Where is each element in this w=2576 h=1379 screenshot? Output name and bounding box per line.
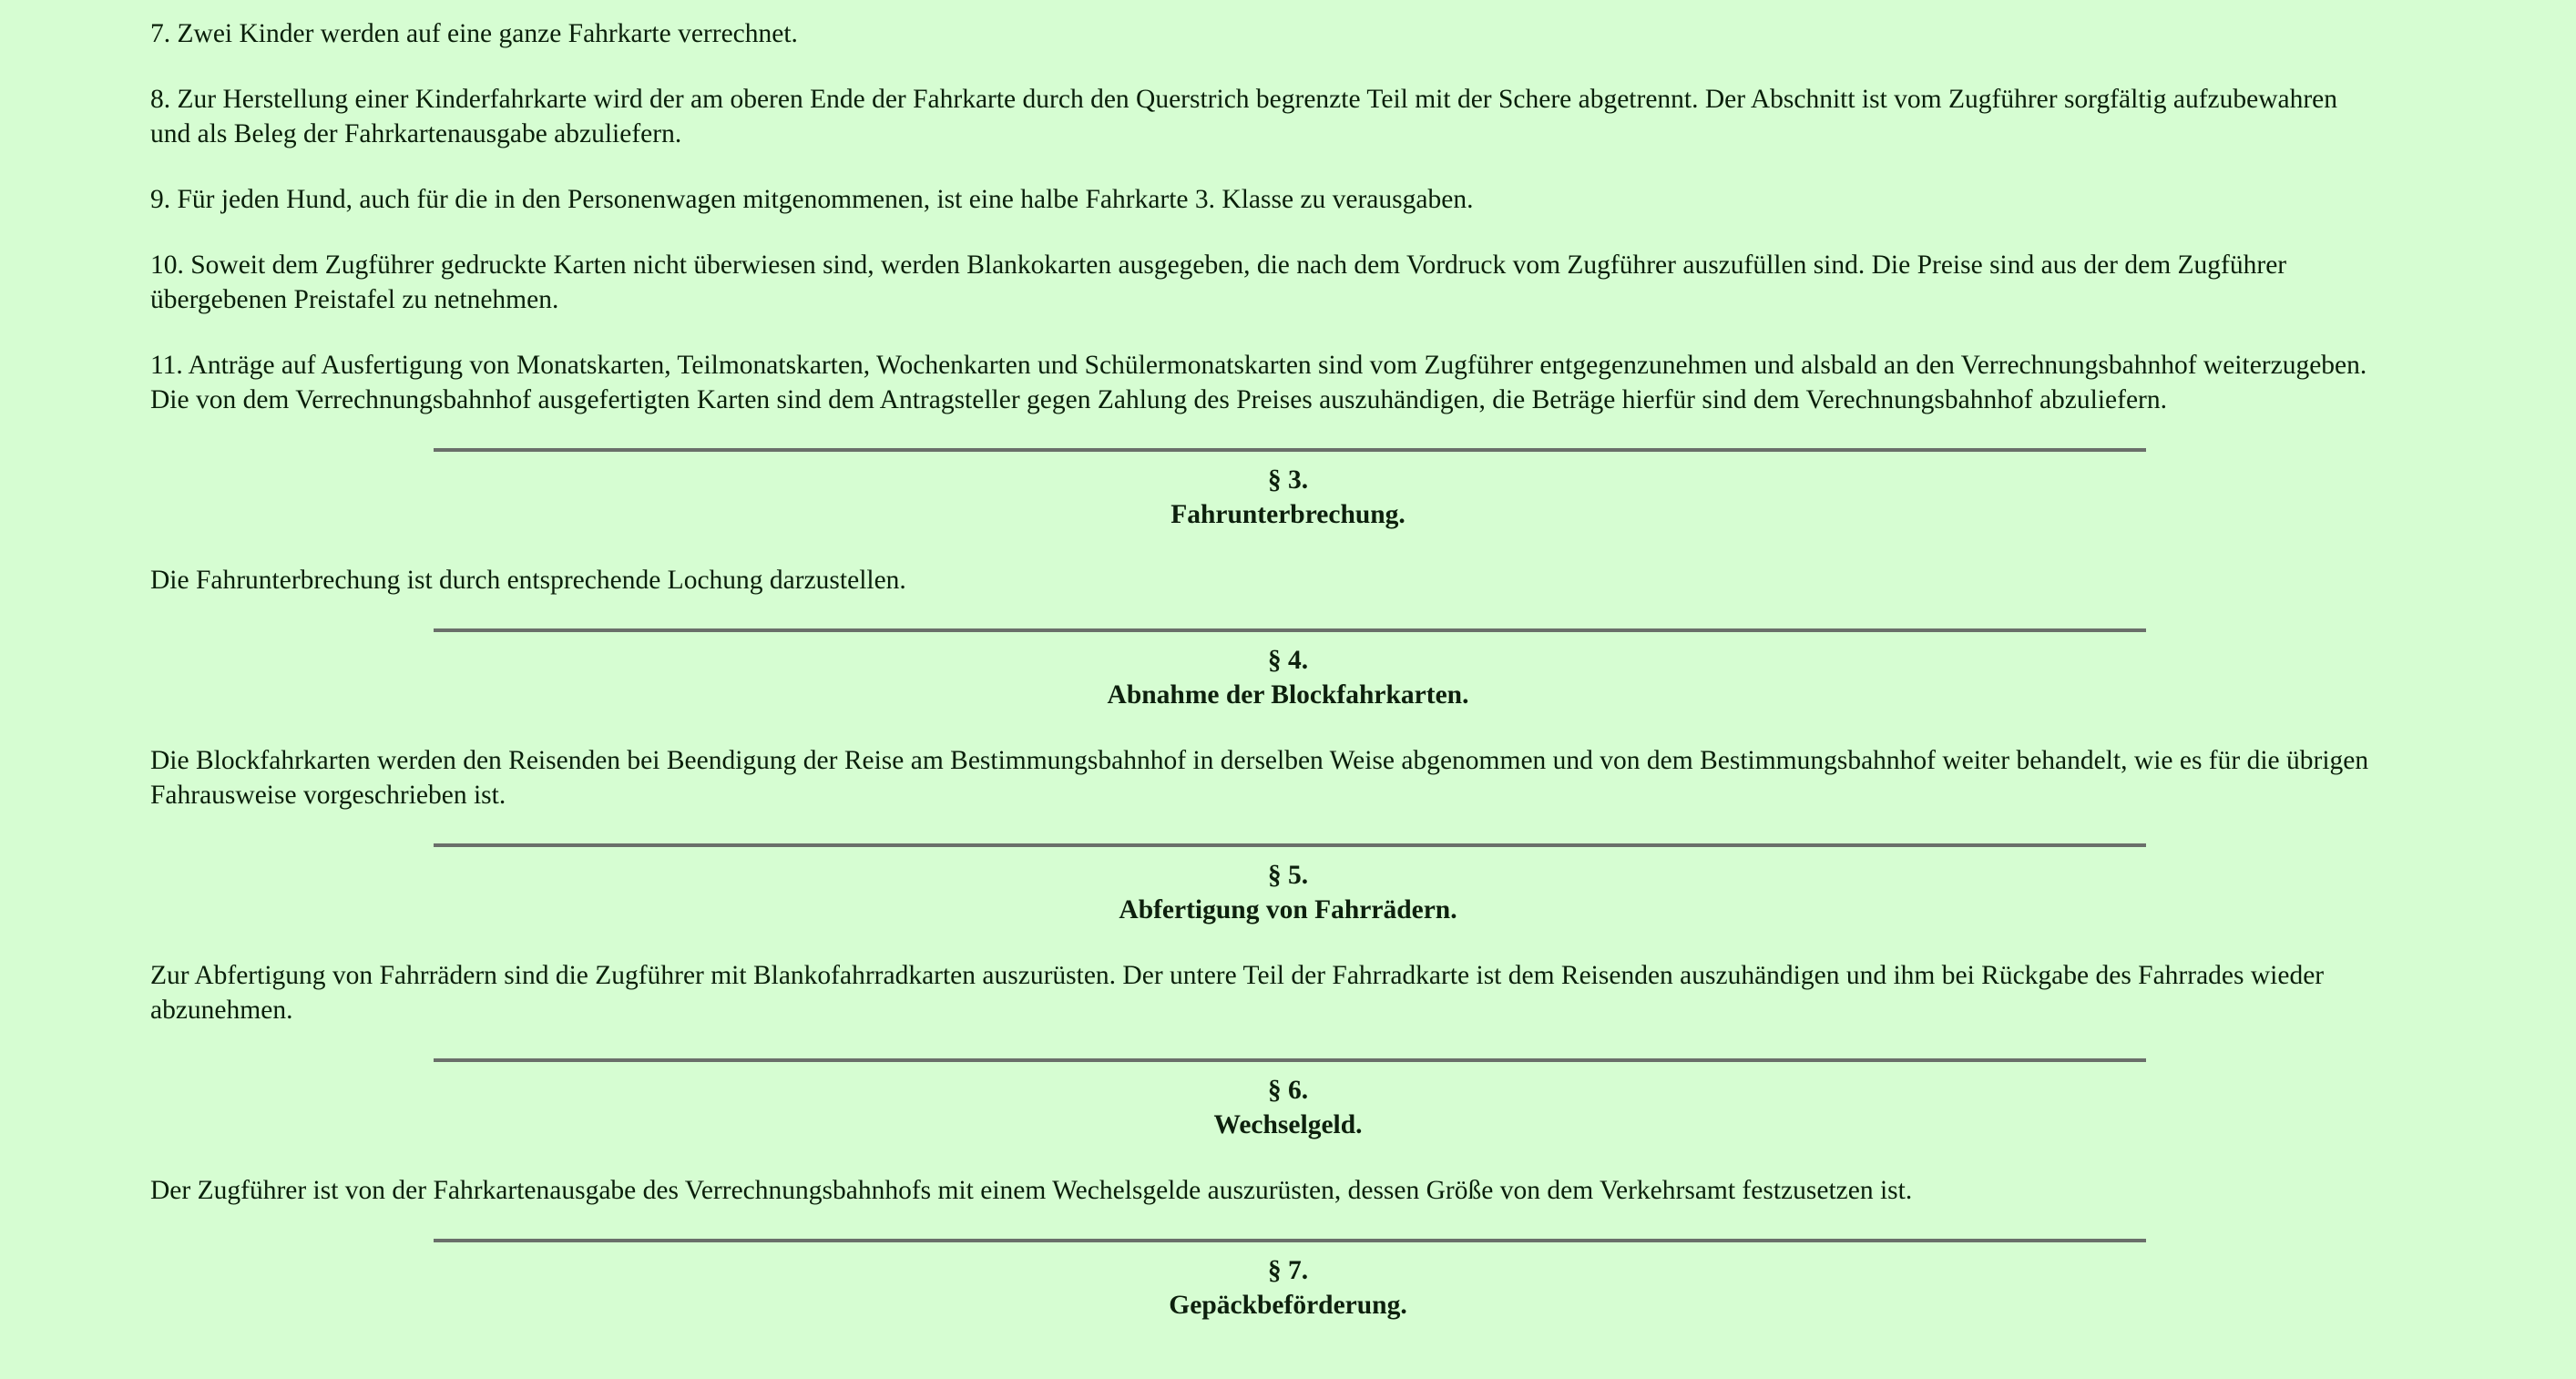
section-number: § 3.: [1267, 465, 1309, 495]
section-divider: [434, 843, 2146, 847]
section-number: § 6.: [1267, 1076, 1309, 1105]
section-5-text: Zur Abfertigung von Fahrrädern sind die Zugführer mit Blankofahrradkarten auszurüsten. Der untere Teil der Fahrradkarte ist dem Reisenden auszuhändigen und ihm bei Rückgabe des Fahrrades wieder abzunehmen.: [150, 961, 2325, 1025]
section-title: Wechselgeld.: [1213, 1110, 1363, 1139]
section-6-heading: [150, 1073, 2426, 1142]
section-title: Abnahme der Blockfahrkarten.: [1107, 680, 1469, 710]
item-11: [150, 348, 2400, 417]
section-3-heading: [150, 463, 2426, 532]
section-number: § 5.: [1267, 861, 1309, 890]
section-divider: [434, 1058, 2146, 1062]
section-divider: [434, 628, 2146, 632]
section-7-heading: [150, 1253, 2426, 1323]
section-title: Fahrunterbrechung.: [1170, 500, 1406, 529]
section-4-heading: [150, 643, 2426, 712]
item-7: 7. Zwei Kinder werden auf eine ganze Fahrkarte verrechnet.: [150, 19, 798, 48]
section-6-text: Der Zugführer ist von der Fahrkartenausgabe des Verrechnungsbahnhofs mit einem Wechelsgelde auszurüsten, dessen Größe von dem Verkehrsamt festzusetzen ist.: [150, 1176, 1913, 1205]
item-9: 9. Für jeden Hund, auch für die in den Personenwagen mitgenommenen, ist eine halbe Fahrkarte 3. Klasse zu verausgaben.: [150, 185, 1474, 214]
section-divider: [434, 448, 2146, 452]
section-number: § 7.: [1267, 1256, 1309, 1285]
section-title: Gepäckbeförderung.: [1169, 1291, 1407, 1320]
item-10: 10. Soweit dem Zugführer gedruckte Karten nicht überwiesen sind, werden Blankokarten ausgegeben, die nach dem Vordruck vom Zugführer auszufüllen sind. Die Preise sind aus der dem Zugführer übergebenen Preistafel zu netnehmen.: [150, 250, 2287, 314]
section-title: Abfertigung von Fahrrädern.: [1119, 895, 1457, 924]
section-divider: [434, 1239, 2146, 1242]
item-8: 8. Zur Herstellung einer Kinderfahrkarte wird der am oberen Ende der Fahrkarte durch den Querstrich begrenzte Teil mit der Schere abgetrennt. Der Abschnitt ist vom Zugführer sorgfältig aufzubewahren und als Beleg der Fahrkartenausgabe abzuliefern.: [150, 85, 2338, 148]
section-3-text: Die Fahrunterbrechung ist durch entsprechende Lochung darzustellen.: [150, 566, 906, 595]
section-4-text: Die Blockfahrkarten werden den Reisenden bei Beendigung der Reise am Bestimmungsbahnhof in derselben Weise abgenommen und von dem Bestimmungsbahnhof weiter behandelt, wie es für die übrigen Fahrausweise vorgeschrieben ist.: [150, 746, 2369, 810]
item-11-line-2: Die von dem Verrechnungsbahnhof ausgefertigten Karten sind dem Antragsteller gegen Zahlung des Preises auszuhändigen, die Beträge hierfür sind dem Verechnungsbahnhof abzuliefern.: [150, 385, 2167, 414]
item-11-line-1: 11. Anträge auf Ausfertigung von Monatskarten, Teilmonatskarten, Wochenkarten und Schülermonatskarten sind vom Zugführer entgegenzunehmen und alsbald an den Verrechnungsbahnhof weiterzugeben.: [150, 351, 2367, 380]
section-5-heading: [150, 858, 2426, 927]
section-number: § 4.: [1267, 646, 1309, 675]
